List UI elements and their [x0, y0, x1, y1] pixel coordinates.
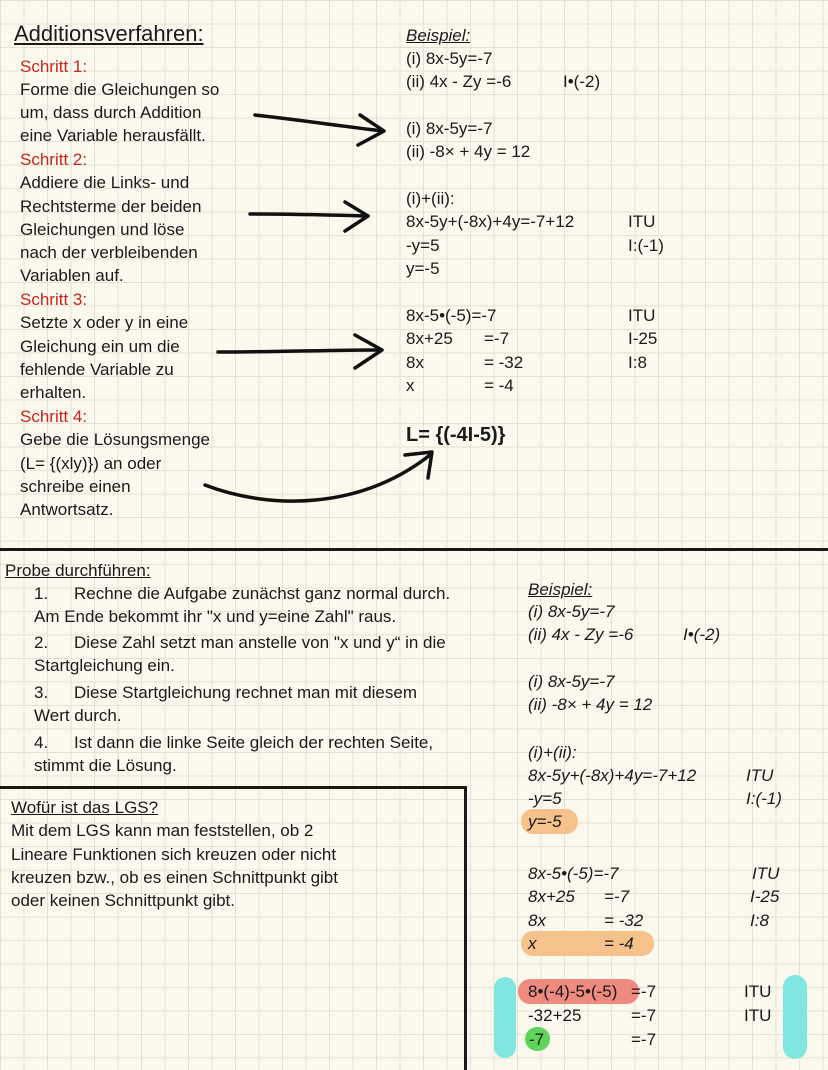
step-4-label: Schritt 4: [20, 407, 88, 426]
step-4-text: Gebe die Lösungsmenge [20, 430, 210, 449]
equation-2-transformed: (ii) -8× + 4y = 12 [406, 142, 531, 161]
lgs-text: Lineare Funktionen sich kreuzen oder nicht [11, 845, 337, 864]
lgs-title: Wofür ist das LGS? [11, 798, 159, 817]
probe-step-number: 1. [34, 584, 49, 603]
bottom-equation-1: (i) 8x-5y=-7 [528, 602, 615, 621]
probe-title: Probe durchführen: [5, 561, 151, 580]
step-2-text: Rechtsterme der beiden [20, 197, 202, 216]
bottom-equation-2-transformed: (ii) -8× + 4y = 12 [528, 695, 653, 714]
negative-y: -y=5 [406, 236, 440, 255]
probe-step-number: 2. [34, 633, 49, 652]
step-3-text: Setzte x oder y in eine [20, 313, 189, 332]
check-row: -7 [529, 1030, 545, 1049]
bottom-y-value: y=-5 [528, 812, 562, 831]
bottom-sum-heading: (i)+(ii): [528, 743, 577, 762]
bottom-negative-y-operation: I:(-1) [746, 789, 782, 808]
step-1-text: eine Variable herausfällt. [20, 126, 206, 145]
bottom-substitution-op: I-25 [750, 887, 780, 906]
probe-step-text: Wert durch. [34, 706, 122, 725]
lgs-box-top-border [0, 786, 467, 789]
equation-1-transformed: (i) 8x-5y=-7 [406, 119, 493, 138]
probe-step-text: Diese Startgleichung rechnet man mit diesem [74, 683, 417, 702]
equation-2-operation: I•(-2) [563, 72, 601, 91]
bottom-substitution-row: x [528, 934, 537, 953]
bottom-substitution-rhs: = -32 [604, 911, 644, 930]
bottom-equation-2: (ii) 4x - Zy =-6 [528, 625, 634, 644]
substitution-rhs: = -32 [484, 353, 524, 372]
check-op: ITU [744, 1006, 772, 1025]
substitution-op: I-25 [628, 329, 658, 348]
step-1-label: Schritt 1: [20, 57, 88, 76]
step-3-label: Schritt 3: [20, 290, 88, 309]
substitution-op: I:8 [628, 353, 647, 372]
y-value: y=-5 [406, 259, 440, 278]
lgs-text: oder keinen Schnittpunkt gibt. [11, 891, 235, 910]
probe-step-text: stimmt die Lösung. [34, 756, 177, 775]
probe-step-text: Startgleichung ein. [34, 656, 175, 675]
step-1-text: Forme die Gleichungen so [20, 80, 220, 99]
page-title: Additionsverfahren: [14, 21, 204, 46]
probe-step-number: 4. [34, 733, 49, 752]
bottom-substitution-rhs: =-7 [604, 887, 630, 906]
lgs-text: Mit dem LGS kann man feststellen, ob 2 [11, 821, 314, 840]
step-3-text: erhalten. [20, 383, 87, 402]
substitution-rhs: = -4 [484, 376, 514, 395]
bottom-equation-1-transformed: (i) 8x-5y=-7 [528, 672, 615, 691]
negative-y-operation: I:(-1) [628, 236, 664, 255]
check-rhs: =-7 [631, 1006, 657, 1025]
probe-step-text: Diese Zahl setzt man anstelle von "x und y“ in die [74, 633, 446, 652]
sum-heading: (i)+(ii): [406, 189, 455, 208]
bottom-substitution-op: ITU [752, 864, 780, 883]
check-rhs: =-7 [631, 982, 657, 1001]
sum-operation: ITU [628, 212, 656, 231]
arrow-step-4-icon [205, 455, 430, 501]
bottom-substitution-row: 8x [528, 911, 546, 930]
check-op: ITU [744, 982, 772, 1001]
highlight-x-value [521, 931, 654, 956]
bottom-negative-y: -y=5 [528, 789, 562, 808]
step-2-text: Variablen auf. [20, 266, 124, 285]
example-heading: Beispiel: [406, 26, 471, 45]
arrow-step-2-icon [250, 214, 368, 216]
step-2-label: Schritt 2: [20, 150, 88, 169]
lgs-text: kreuzen bzw., ob es einen Schnittpunkt gibt [11, 868, 338, 887]
bottom-equation-2-operation: I•(-2) [683, 625, 721, 644]
substitution-row: 8x+25 [406, 329, 453, 348]
section-divider [0, 548, 828, 551]
probe-step-text: Rechne die Aufgabe zunächst ganz normal durch. [74, 584, 451, 603]
bottom-substitution-op: I:8 [750, 911, 769, 930]
probe-step-text: Ist dann die linke Seite gleich der rechten Seite, [74, 733, 434, 752]
bottom-sum-operation: ITU [746, 766, 774, 785]
bottom-substitution-rhs: = -4 [604, 934, 634, 953]
step-3-text: Gleichung ein um die [20, 337, 180, 356]
check-row: 8•(-4)-5•(-5) [528, 982, 618, 1001]
bottom-sum-line: 8x-5y+(-8x)+4y=-7+12 [528, 766, 697, 785]
step-2-text: Addiere die Links- und [20, 173, 190, 192]
step-2-text: Gleichungen und löse [20, 220, 185, 239]
arrow-step-3-icon [218, 350, 380, 352]
sum-line: 8x-5y+(-8x)+4y=-7+12 [406, 212, 575, 231]
step-4-text: Antwortsatz. [20, 500, 114, 519]
check-bracket-right [783, 975, 807, 1059]
bottom-example-heading: Beispiel: [528, 580, 593, 599]
lgs-box-right-border [464, 786, 467, 1070]
step-4-text: (L= {(xly)}) an oder [20, 454, 162, 473]
step-2-text: nach der verbleibenden [20, 243, 198, 262]
probe-step-number: 3. [34, 683, 49, 702]
step-4-text: schreibe einen [20, 477, 131, 496]
substitution-rhs: =-7 [484, 329, 510, 348]
check-bracket-left [494, 977, 516, 1058]
substitution-row: 8x-5•(-5)=-7 [406, 306, 497, 325]
substitution-row: x [406, 376, 415, 395]
step-1-text: um, dass durch Addition [20, 103, 202, 122]
substitution-row: 8x [406, 353, 424, 372]
equation-2: (ii) 4x - Zy =-6 [406, 72, 512, 91]
bottom-substitution-row: 8x+25 [528, 887, 575, 906]
bottom-substitution-row: 8x-5•(-5)=-7 [528, 864, 619, 883]
equation-1: (i) 8x-5y=-7 [406, 49, 493, 68]
solution-set: L= {(-4I-5)} [406, 424, 506, 446]
check-rhs: =-7 [631, 1030, 657, 1049]
step-3-text: fehlende Variable zu [20, 360, 174, 379]
probe-step-text: Am Ende bekommt ihr "x und y=eine Zahl" raus. [34, 607, 397, 626]
check-row: -32+25 [528, 1006, 582, 1025]
substitution-op: ITU [628, 306, 656, 325]
